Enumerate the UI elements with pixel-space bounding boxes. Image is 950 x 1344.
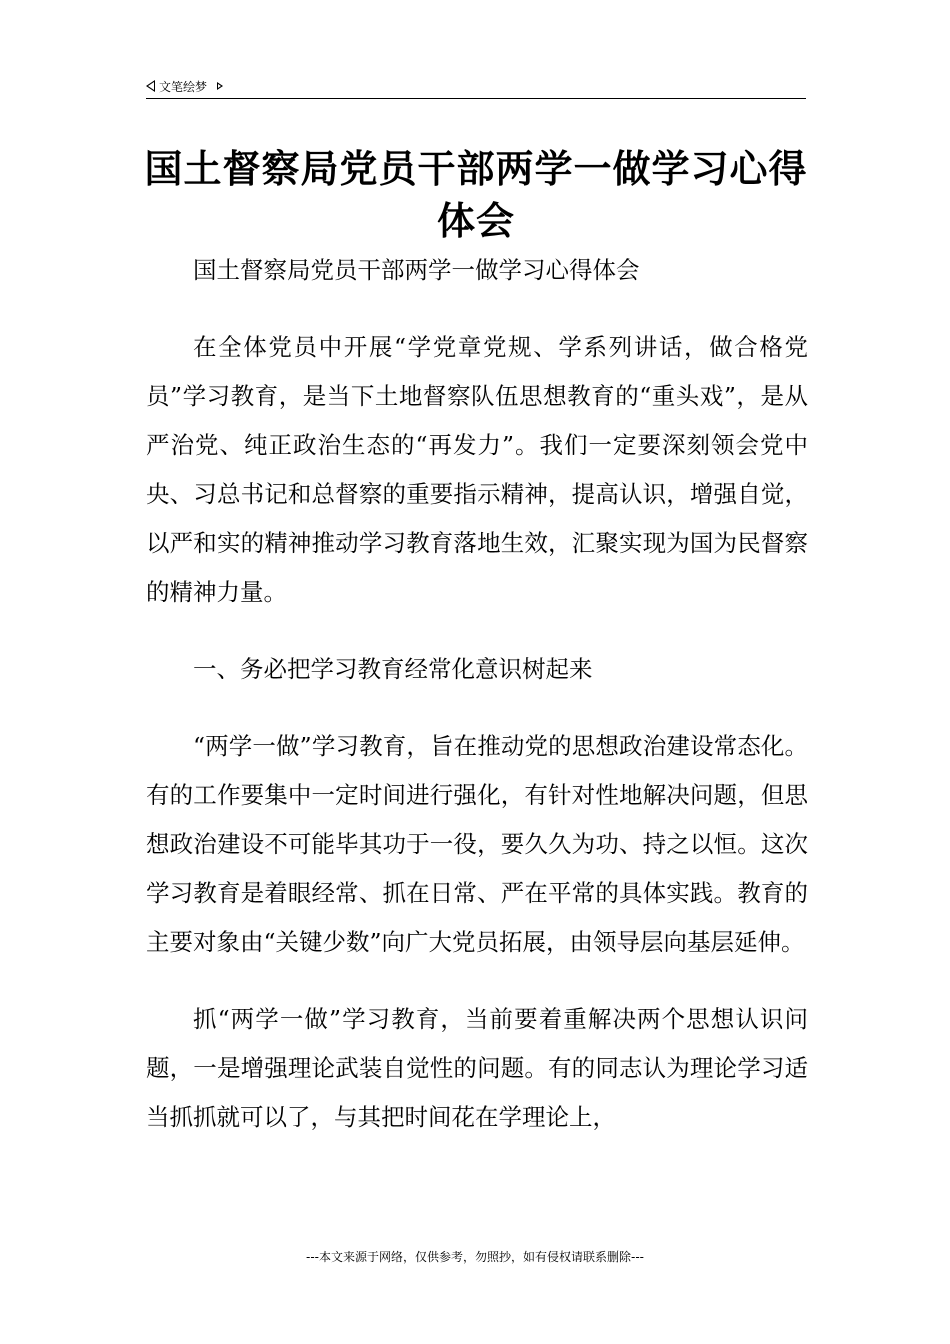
paragraph: “两学一做”学习教育，旨在推动党的思想政治建设常态化。有的工作要集中一定时间进行强化，有针对性地解决问题，但思想政治建设不可能毕其功于一役，要久久为功、持之以恒。这次学习教育是着眼经常、抓在日常、严在平常的具体实践。教育的主要对象由“关键少数”向广大党员拓展，由领导层向基层延伸。 xyxy=(146,732,808,956)
paragraph: 抓“两学一做”学习教育，当前要着重解决两个思想认识问题，一是增强理论武装自觉性的问题。有的同志认为理论学习适当抓抓就可以了，与其把时间花在学理论上， xyxy=(146,1005,808,1131)
triangle-right-icon xyxy=(217,82,223,90)
document-body xyxy=(146,246,808,1170)
section-heading: 一、务必把学习教育经常化意识树起来 xyxy=(193,655,593,683)
page-header xyxy=(146,74,806,98)
paragraph-subtitle: 国土督察局党员干部两学一做学习心得体会 xyxy=(193,256,640,284)
document-title: 国土督察局党员干部两学一做学习心得体会 xyxy=(144,147,808,244)
header-brand: 文笔绘梦 xyxy=(159,79,208,94)
footer-notice: ---本文来源于网络，仅供参考，勿照抄，如有侵权请联系删除--- xyxy=(306,1250,644,1264)
triangle-left-icon xyxy=(146,80,155,92)
paragraph: 在全体党员中开展“学党章党规、学系列讲话，做合格党员”学习教育，是当下土地督察队伍思想教育的“重头戏”，是从严治党、纯正政治生态的“再发力”。我们一定要深刻领会党中央、习总书记和总督察的重要指示精神，提高认识，增强自觉，以严和实的精神推动学习教育落地生效，汇聚实现为国为民督察的精神力量。 xyxy=(146,333,808,606)
header-divider xyxy=(146,98,806,99)
